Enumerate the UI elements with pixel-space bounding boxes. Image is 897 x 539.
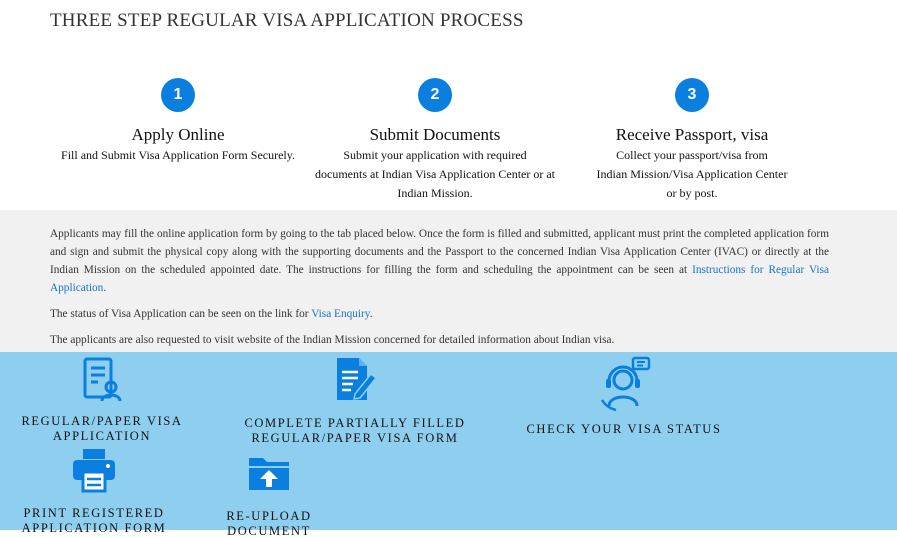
folder-upload-icon bbox=[247, 452, 291, 492]
process-steps bbox=[0, 78, 897, 210]
info-paragraph: The applicants are also requested to visit website of the Indian Mission concerned for detailed information about Indian visa. bbox=[50, 334, 615, 346]
step-description: Collect your passport/visa from Indian Mission/Visa Application Center or by post. bbox=[596, 148, 788, 200]
info-paragraph: Applicants may fill the online application form by going to the tab placed below. Once the form is filled and submitted, applicant must print the completed application form and sign and submit the physical copy along with the supporting documents and the Passport to the concerned Indian Visa Application Center (IVAC) or directly at the Indian Mission on the scheduled appointed date. The instructions for filling the form and scheduling the appointment can be seen at Instructions for Regular Visa Application. bbox=[50, 228, 829, 294]
re-upload-document-tile[interactable] bbox=[210, 452, 328, 539]
info-paragraph: The status of Visa Application can be seen on the link for Visa Enquiry. bbox=[50, 308, 373, 320]
services-band bbox=[0, 352, 897, 538]
step-1 bbox=[40, 78, 316, 165]
step-title: Submit Documents bbox=[369, 125, 501, 144]
info-panel bbox=[0, 210, 897, 352]
form-edit-icon bbox=[331, 356, 379, 404]
visa-enquiry-link[interactable]: Visa Enquiry bbox=[311, 308, 370, 320]
tile-label: PRINT REGISTERED APPLICATION FORM bbox=[21, 506, 167, 535]
print-application-tile[interactable] bbox=[0, 448, 188, 536]
step-description: Submit your application with required documents at Indian Visa Application Center or at Indian Mission. bbox=[315, 148, 555, 200]
step-3 bbox=[554, 78, 830, 203]
check-visa-status-tile[interactable] bbox=[510, 356, 738, 437]
regular-visa-application-tile[interactable] bbox=[0, 356, 204, 444]
step-number-badge: 3 bbox=[675, 78, 709, 112]
instructions-link[interactable]: Instructions for Regular Visa Application bbox=[50, 264, 829, 294]
step-2 bbox=[297, 78, 573, 203]
tile-label: REGULAR/PAPER VISA APPLICATION bbox=[21, 414, 183, 443]
complete-partially-filled-tile[interactable] bbox=[222, 356, 488, 446]
application-form-icon bbox=[80, 356, 124, 404]
tile-label: CHECK YOUR VISA STATUS bbox=[526, 422, 722, 436]
tile-label: RE-UPLOAD DOCUMENT bbox=[226, 509, 312, 538]
page-title: THREE STEP REGULAR VISA APPLICATION PROCESS bbox=[50, 10, 524, 31]
printer-icon bbox=[71, 448, 117, 492]
step-description: Fill and Submit Visa Application Form Securely. bbox=[61, 148, 295, 162]
step-number-badge: 2 bbox=[418, 78, 452, 112]
step-number-badge: 1 bbox=[161, 78, 195, 112]
step-title: Apply Online bbox=[131, 125, 225, 144]
support-agent-icon bbox=[596, 356, 652, 412]
tile-label: COMPLETE PARTIALLY FILLED REGULAR/PAPER VISA FORM bbox=[244, 416, 466, 445]
step-title: Receive Passport, visa bbox=[615, 125, 769, 144]
